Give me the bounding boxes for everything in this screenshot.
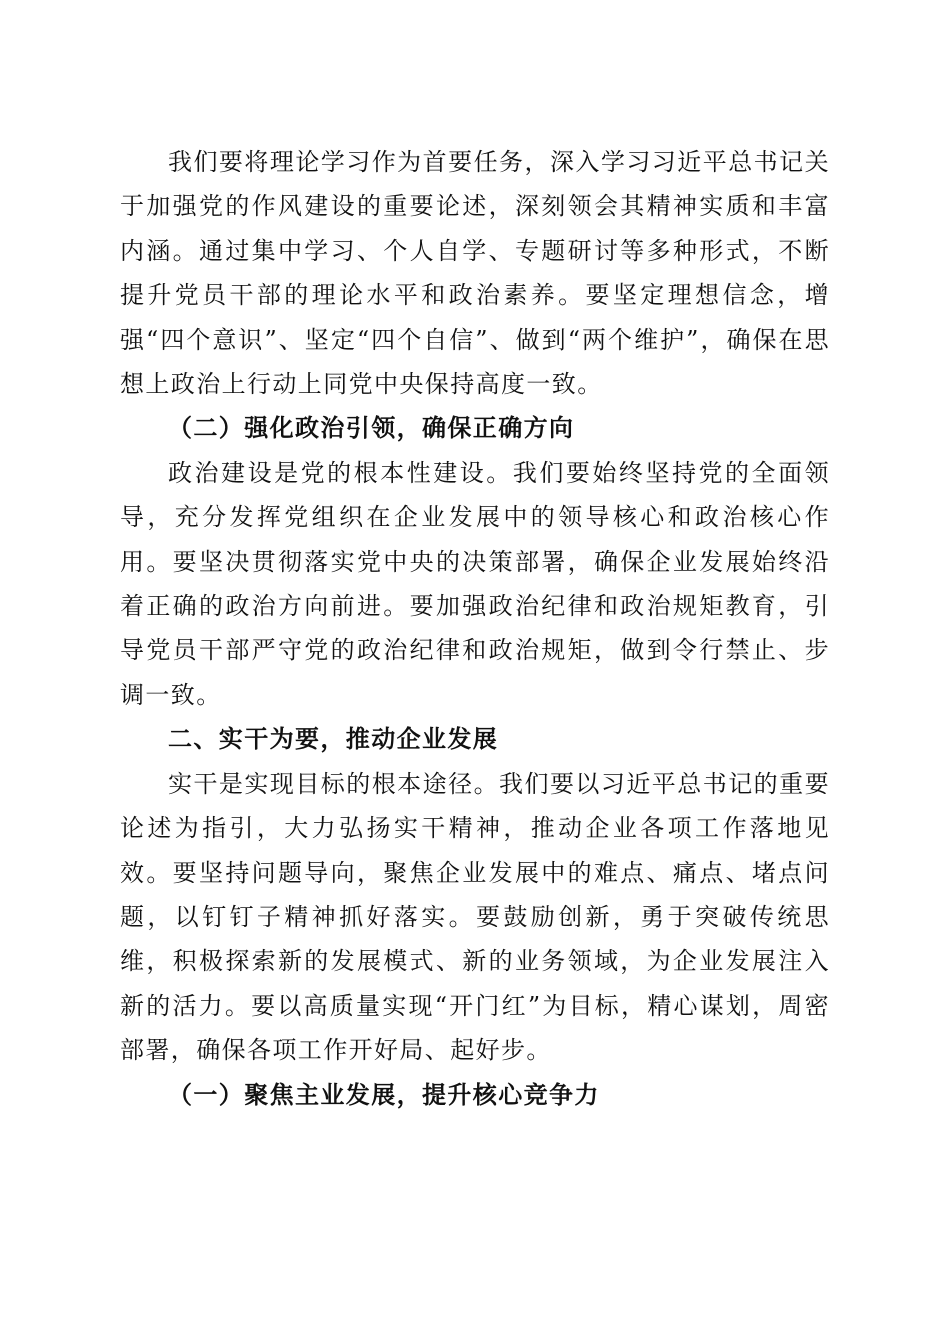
subheading-core-business: （一）聚焦主业发展，提升核心竞争力 (168, 1079, 600, 1109)
paragraph-political-construction: 政治建设是党的根本性建设。我们要始终坚持党的全面领导，充分发挥党组织在企业发展中的领导核心和政治核心作用。要坚决贯彻落实党中央的决策部署，确保企业发展始终沿着正确的政治方向前进。要加强政治纪律和政治规矩教育，引导党员干部严守党的政治纪律和政治规矩，做到令行禁止、步调一致。 (120, 458, 830, 709)
subheading-political-leadership: （二）强化政治引领，确保正确方向 (168, 413, 575, 443)
paragraph-theory-study: 我们要将理论学习作为首要任务，深入学习习近平总书记关于加强党的作风建设的重要论述，深刻领会其精神实质和丰富内涵。通过集中学习、个人自学、专题研讨等多种形式，不断提升党员干部的理论水平和政治素养。要坚定理想信念，增强“四个意识”、坚定“四个自信”、做到“两个维护”，确保在思想上政治上行动上同党中央保持高度一致。 (120, 148, 830, 399)
document-body (120, 140, 830, 1117)
section-heading-practical-work: 二、实干为要，推动企业发展 (168, 724, 499, 754)
paragraph-practical-work: 实干是实现目标的根本途径。我们要以习近平总书记的重要论述为指引，大力弘扬实干精神，推动企业各项工作落地见效。要坚持问题导向，聚焦企业发展中的难点、痛点、堵点问题，以钉钉子精神抓好落实。要鼓励创新，勇于突破传统思维，积极探索新的发展模式、新的业务领域，为企业发展注入新的活力。要以高质量实现“开门红”为目标，精心谋划，周密部署，确保各项工作开好局、起好步。 (120, 769, 830, 1065)
